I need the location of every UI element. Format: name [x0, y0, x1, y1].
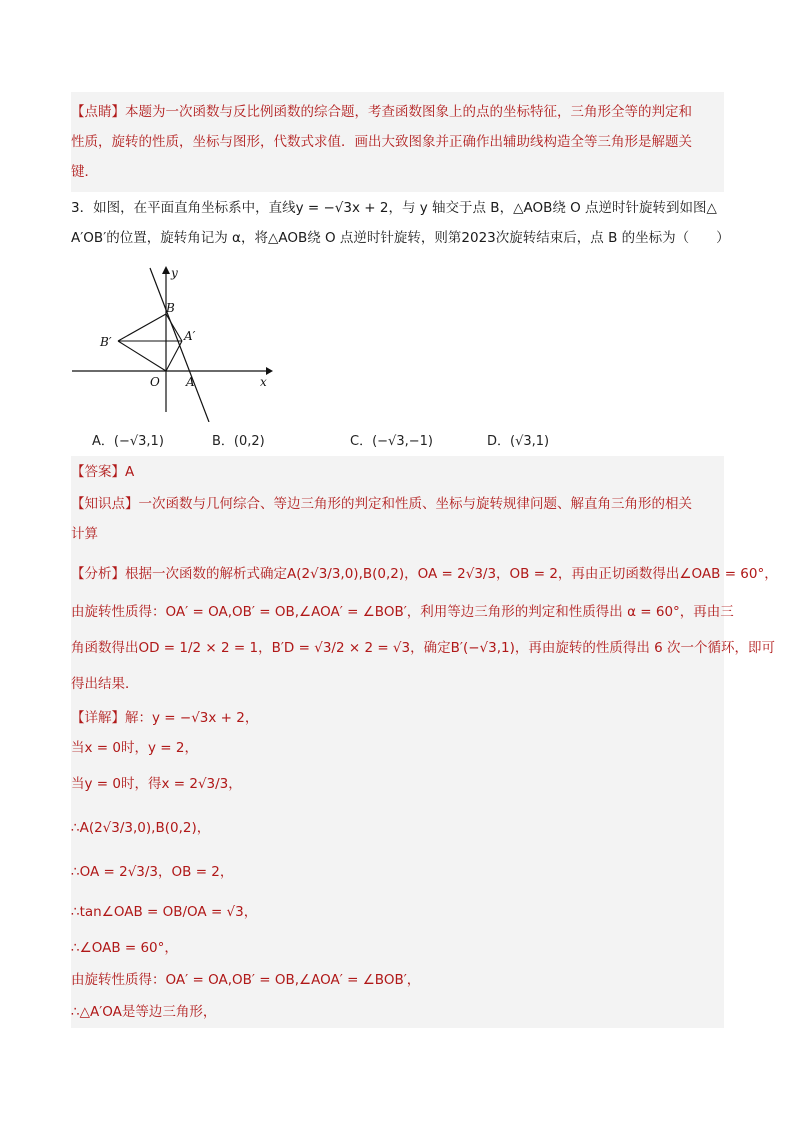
detail-line-1: 【详解】解：y = −√3x + 2， [71, 710, 259, 726]
label-O: O [150, 375, 160, 389]
seg-B-Ap [166, 314, 182, 341]
label-B1: B′ [100, 335, 112, 349]
label-A1: A′ [184, 329, 196, 343]
dianjing-line-1: 【点睛】本题为一次函数与反比例函数的综合题，考查函数图象上的点的坐标特征，三角形全等的判定和 [71, 104, 692, 120]
detail-line-6: ∴tan∠OAB = OB/OA = √3， [71, 904, 258, 920]
analysis-line-2: 由旋转性质得：OA′ = OA,OB′ = OB,∠AOA′ = ∠BOB′，利用等边三角形的判定和性质得出 α = 60°，再由三 [71, 604, 734, 620]
detail-line-8: 由旋转性质得：OA′ = OA,OB′ = OB,∠AOA′ = ∠BOB′， [71, 972, 421, 988]
dianjing-line-2: 性质，旋转的性质，坐标与图形，代数式求值．画出大致图象并正确作出辅助线构造全等三角形是解题关 [71, 134, 692, 150]
detail-line-5: ∴OA = 2√3/3，OB = 2， [71, 864, 234, 880]
detail-line-7: ∴∠OAB = 60°， [71, 940, 178, 956]
analysis-line-1: 【分析】根据一次函数的解析式确定A(2√3/3,0),B(0,2)，OA = 2√3/3，OB = 2，再由正切函数得出∠OAB = 60°， [71, 566, 778, 582]
option-c: C．(−√3,−1) [350, 434, 433, 449]
analysis-line-4: 得出结果． [71, 676, 139, 692]
seg-O-Ap [166, 341, 182, 371]
knowledge-line-1: 【知识点】一次函数与几何综合、等边三角形的判定和性质、坐标与旋转规律问题、解直角三角形的相关 [71, 496, 692, 512]
rotation-figure [66, 262, 286, 422]
option-d: D．(√3,1) [487, 434, 550, 449]
detail-line-9: ∴△A′OA是等边三角形， [71, 1004, 217, 1020]
option-a: A．(−√3,1) [92, 434, 164, 449]
seg-Bp-O [118, 341, 166, 371]
seg-Bp-B [118, 314, 166, 341]
dianjing-line-3: 键． [71, 164, 98, 180]
analysis-line-3: 角函数得出OD = 1/2 × 2 = 1，B′D = √3/2 × 2 = √3，确定B′(−√3,1)，再由旋转的性质得出 6 次一个循环，即可 [71, 640, 776, 656]
y-axis-arrow [162, 266, 170, 274]
x-axis-arrow [266, 367, 273, 375]
question-line-1: 3．如图，在平面直角坐标系中，直线y = −√3x + 2，与 y 轴交于点 B，△AOB绕 O 点逆时针旋转到如图△ [71, 200, 717, 216]
knowledge-line-2: 计算 [71, 526, 98, 542]
option-b: B．(0,2) [212, 434, 265, 449]
label-x: x [260, 375, 267, 389]
label-A: A [186, 375, 195, 389]
answer-line: 【答案】A [71, 464, 135, 480]
label-y: y [171, 266, 178, 280]
detail-line-3: 当y = 0时，得x = 2√3/3， [71, 776, 242, 792]
detail-line-4: ∴A(2√3/3,0),B(0,2)， [71, 820, 211, 836]
label-B: B [166, 301, 175, 315]
detail-line-2: 当x = 0时，y = 2， [71, 740, 198, 756]
question-line-2: A′OB′的位置，旋转角记为 α，将△AOB绕 O 点逆时针旋转，则第2023次旋转结束后，点 B 的坐标为（ ） [71, 230, 730, 246]
